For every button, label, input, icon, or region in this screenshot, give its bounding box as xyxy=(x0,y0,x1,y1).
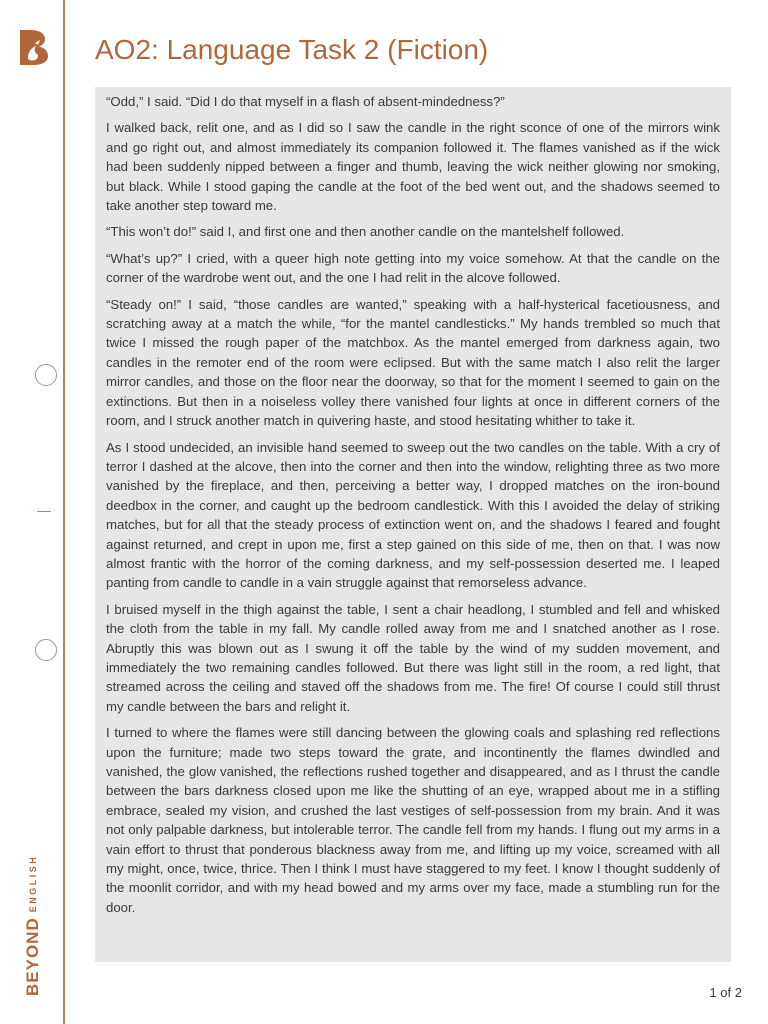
page-title: AO2: Language Task 2 (Fiction) xyxy=(95,34,489,65)
passage-paragraph: I walked back, relit one, and as I did so I saw the candle in the right sconce of one of the mirrors wink and go right out, and almost immediately its companion followed it. The flames vanished as if the wick had been suddenly nipped between a finger and thumb, leaving the wick neither glowing nor smoking, but black. While I stood gaping the candle at the foot of the bed went out, and the shadows seemed to take another step toward me. xyxy=(106,120,720,214)
b-letter-bird-logo-icon xyxy=(14,26,50,66)
passage-paragraph: As I stood undecided, an invisible hand seemed to sweep out the two candles on the table. With a cry of terror I dashed at the alcove, then into the corner and then into the window, relighting three as two more vanished by the fireplace, and then, perceiving a better way, I dropped matches on the iron-bound deedbox in the corner, and caught up the bedroom candlestick. With this I avoided the delay of striking matches, but for all that the steady process of extinction went on, and the shadows I feared and fought against returned, and crept in upon me, first a step gained on this side of me, then on that. I was now almost frantic with the horror of the coming darkness, and my self-possession deserted me. I leaped panting from candle to candle in a vain struggle against that remorseless advance. xyxy=(106,439,720,591)
passage-paragraph: I bruised myself in the thigh against the table, I sent a chair headlong, I stumbled and fell and whisked the cloth from the table in my fall. My candle rolled away from me and I snatched another as I rose. Abruptly this was blown out as I swung it off the table by the wind of my sudden movement, and immediately the two remaining candles followed. But there was light still in the room, a red light, that streamed across the ceiling and staved off the shadows from me. The fire! Of course I could still thrust my candle between the bars and relight it. xyxy=(106,601,720,714)
side-brand-wordmark xyxy=(24,855,43,996)
passage-paragraph: “Odd,” I said. “Did I do that myself in a flash of absent-mindedness?” xyxy=(106,94,505,109)
margin-rule xyxy=(63,0,65,1024)
binder-hole-bottom xyxy=(35,639,57,661)
fold-mark xyxy=(37,511,51,512)
page-number: 1 of 2 xyxy=(709,985,742,1000)
brand-word-beyond: BEYOND xyxy=(23,917,42,996)
passage-paragraph: “Steady on!” I said, “those candles are wanted,” speaking with a half-hysterical facetiousness, and scratching away at a match the while, “for the mantel candlesticks.” My hands trembled so much that twice I missed the rough paper of the matchbox. As the mantel emerged from darkness again, two candles in the remoter end of the room were eclipsed. But with the same match I also relit the larger mirror candles, and those on the floor near the doorway, so that for the moment I seemed to gain on the extinctions. But then in a noiseless volley there vanished four lights at once in different corners of the room, and I struck another match in quivering haste, and stood hesitating whither to take it. xyxy=(106,296,720,429)
passage-paragraph: “What’s up?” I cried, with a queer high note getting into my voice somehow. At that the candle on the corner of the wardrobe went out, and the one I had relit in the alcove followed. xyxy=(106,250,720,286)
passage-paragraph: “This won’t do!” said I, and first one and then another candle on the mantelshelf followed. xyxy=(106,224,625,240)
brand-word-english: ENGLISH xyxy=(28,854,38,913)
passage-box xyxy=(95,87,731,962)
binder-hole-top xyxy=(35,364,57,386)
passage-paragraph: I turned to where the flames were still dancing between the glowing coals and splashing red reflections upon the furniture; made two steps toward the grate, and incontinently the flames dwindled and vanished, the glow vanished, the reflections rushed together and disappeared, and as I thrust the candle between the bars darkness closed upon me like the shutting of an eye, wrapped about me in a stifling embrace, sealed my vision, and crushed the last vestiges of self-possession from my brain. And it was not only palpable darkness, but intolerable terror. The candle fell from my hands. I flung out my arms in a vain effort to thrust that ponderous blackness away from me, and lifting up my voice, screamed with all my might, once, twice, thrice. Then I think I must have staggered to my feet. I know I thought suddenly of the moonlit corridor, and with my head bowed and my arms over my face, made a stumbling run for the door. xyxy=(106,725,720,915)
